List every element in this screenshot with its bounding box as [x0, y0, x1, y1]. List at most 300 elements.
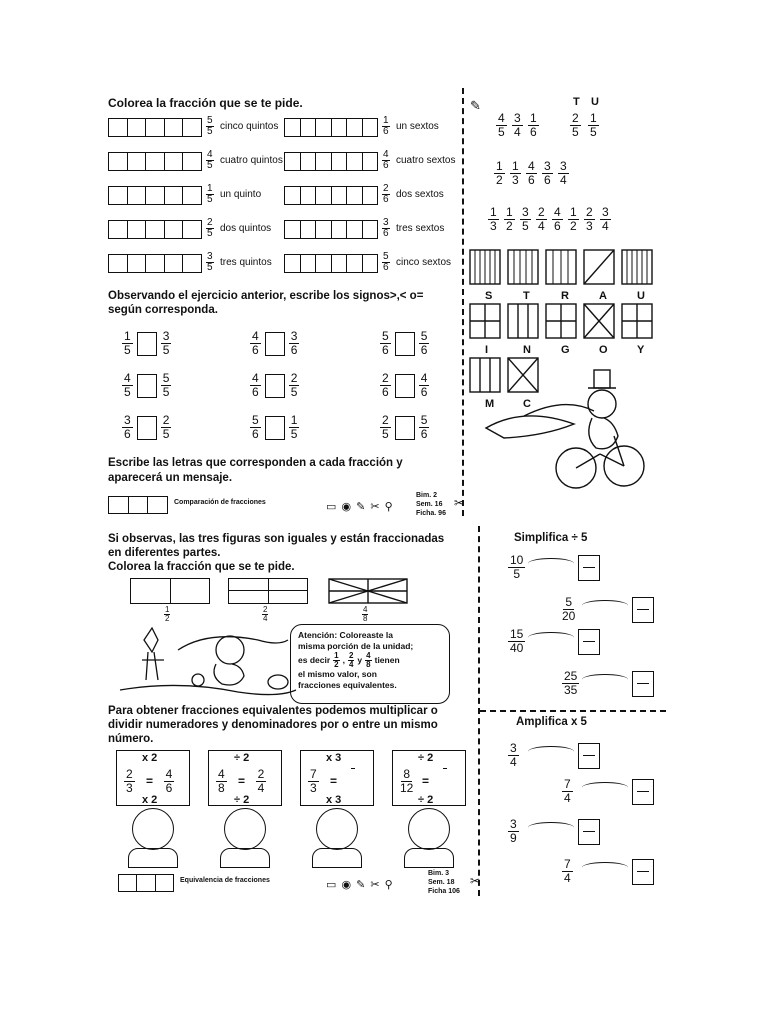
message-frac-row1-1-num: 4 [498, 111, 505, 125]
footer-ficha-top: Ficha. 96 [416, 510, 446, 517]
simplify-frac-3 [508, 628, 525, 655]
example-op-top-3: x 3 [326, 752, 342, 764]
comparison-answer-box[interactable] [265, 332, 285, 356]
example-right-frac-3 [346, 768, 360, 769]
strip-cell[interactable] [316, 187, 332, 204]
strip-cell[interactable] [128, 119, 147, 136]
letter-row1-4: A [599, 290, 607, 302]
strip-frac-right_items-3 [382, 184, 390, 205]
amplify-frac-1-den: 4 [510, 755, 517, 769]
cmp-right-frac [419, 414, 430, 441]
child-body-3 [312, 848, 362, 868]
example-left-frac-2 [216, 768, 227, 795]
cmp-right-frac-den: 5 [162, 427, 170, 441]
amplify-frac-2 [562, 778, 573, 805]
example-right-frac-2-den: 4 [257, 781, 265, 795]
simplify-arrow-1 [528, 558, 574, 569]
footer-ficha-bottom: Ficha 106 [428, 888, 460, 895]
amplify-frac-1-num: 3 [510, 741, 517, 755]
head-letter-t: T [573, 96, 580, 108]
message-frac-row1-5-den: 5 [590, 125, 597, 139]
example-left-frac-2-num: 4 [218, 767, 225, 781]
strip-cell[interactable] [285, 187, 301, 204]
strip-cell[interactable] [183, 153, 201, 170]
message-frac-row3-7 [584, 206, 595, 233]
message-frac-row2-1-den: 2 [496, 173, 503, 187]
letter-row1-5: U [637, 290, 645, 302]
strip-cell[interactable] [316, 221, 332, 238]
strip-frac-right_items-3-num: 2 [383, 183, 389, 194]
footer-label-top: Comparación de fracciones [174, 499, 266, 506]
strip-cell[interactable] [109, 187, 128, 204]
strip-label-left_items-4: dos quintos [220, 223, 272, 234]
strip-cell[interactable] [363, 153, 378, 170]
cmp-left-frac [380, 372, 391, 399]
strip-cell[interactable] [165, 255, 184, 272]
figure-label-3-den: 8 [363, 614, 368, 623]
message-frac-row3-6-num: 1 [570, 205, 577, 219]
strip-frac-right_items-4-num: 3 [383, 217, 389, 228]
bubble-es-decir: es decir [298, 655, 331, 665]
cmp-left-frac [380, 330, 391, 357]
cmp-left-frac-num: 4 [252, 329, 259, 343]
strip-cell[interactable] [109, 153, 128, 170]
example-op-top-4: ÷ 2 [418, 752, 434, 764]
strip-label-right_items-5: cinco sextos [396, 257, 452, 268]
message-frac-row3-3-den: 5 [522, 219, 529, 233]
simplify-frac-3-num: 15 [510, 627, 524, 641]
message-title-2: aparecerá un mensaje. [108, 472, 233, 484]
strip-right_items-2[interactable] [284, 152, 378, 171]
strip-frac-left_items-5-num: 3 [207, 251, 213, 262]
strip-cell[interactable] [347, 255, 363, 272]
strip-frac-left_items-5 [206, 252, 214, 273]
simplify-answer-box-1[interactable] [578, 555, 600, 581]
head-letter-u: U [591, 96, 599, 108]
letter-row1-3: R [561, 290, 569, 302]
strip-cell[interactable] [128, 255, 147, 272]
letter-row2-3: G [561, 344, 570, 356]
message-frac-row2-3-num: 4 [528, 159, 535, 173]
message-frac-row3-3 [520, 206, 531, 233]
comparison-answer-box[interactable] [137, 416, 157, 440]
footer-label-bottom: Equivalencia de fracciones [180, 877, 270, 884]
strip-cell[interactable] [363, 221, 378, 238]
message-frac-row1-2 [512, 112, 523, 139]
strip-right_items-4[interactable] [284, 220, 378, 239]
cmp-left-frac-den: 6 [252, 385, 259, 399]
cmp-left-frac [380, 414, 391, 441]
strip-cell[interactable] [347, 119, 363, 136]
strip-cell[interactable] [146, 187, 165, 204]
amplify-answer-box-1[interactable] [578, 743, 600, 769]
figure-halves [130, 578, 210, 604]
message-frac-row2-3 [526, 160, 537, 187]
cmp-right-frac [419, 330, 430, 357]
cmp-left-frac [250, 414, 261, 441]
cmp-right-frac-den: 5 [162, 343, 170, 357]
message-frac-row1-2-den: 4 [514, 125, 521, 139]
cmp-right-frac [289, 372, 300, 399]
intro-line-2: en diferentes partes. [108, 547, 221, 559]
strip-frac-left_items-1 [206, 116, 214, 137]
message-frac-row3-5-den: 6 [554, 219, 561, 233]
example-left-frac-3-den: 3 [310, 781, 317, 795]
message-frac-row2-3-den: 6 [528, 173, 535, 187]
compare-title-2: según corresponda. [108, 304, 218, 316]
message-frac-row3-5 [552, 206, 563, 233]
cmp-right-frac-num: 1 [290, 413, 298, 427]
rule-line-2: dividir numeradores y denominadores por o entre un mismo [108, 719, 438, 731]
letter-row3-1: M [485, 398, 495, 410]
message-frac-row1-1-den: 5 [498, 125, 505, 139]
strip-frac-left_items-1-num: 5 [207, 115, 213, 126]
example-equals-2: = [238, 774, 246, 788]
strip-cell[interactable] [301, 187, 317, 204]
strip-frac-right_items-1-num: 1 [383, 115, 389, 126]
amplify-answer-box-3[interactable] [578, 819, 600, 845]
message-frac-row3-4 [536, 206, 547, 233]
message-frac-row3-1-num: 1 [490, 205, 497, 219]
strip-cell[interactable] [146, 221, 165, 238]
example-left-frac-4-den: 12 [400, 781, 414, 795]
strip-cell[interactable] [301, 153, 317, 170]
amplify-answer-box-4[interactable] [632, 859, 654, 885]
bubble-frac-2: $\frac{2}{4}$ [348, 651, 354, 669]
strip-label-left_items-1: cinco quintos [220, 121, 279, 132]
letter-row2-4: O [599, 344, 608, 356]
strip-left_items-2[interactable] [108, 152, 202, 171]
cmp-left-frac [122, 372, 133, 399]
cmp-right-frac-num: 2 [162, 413, 170, 427]
strip-cell[interactable] [332, 255, 348, 272]
example-left-frac-1 [124, 768, 135, 795]
footer-bim-top: Bim. 2 [416, 492, 438, 499]
cmp-right-frac [289, 330, 300, 357]
scissors-icon-bottom: ✂ [470, 874, 481, 888]
strip-cell[interactable] [146, 153, 165, 170]
strip-cell[interactable] [146, 119, 165, 136]
figure-label-1-num: 1 [165, 605, 170, 614]
strip-cell[interactable] [332, 153, 348, 170]
strip-frac-right_items-5 [382, 252, 390, 273]
simplify-frac-4-den: 35 [564, 683, 578, 697]
amplify-frac-1 [508, 742, 519, 769]
strip-frac-left_items-4-den: 5 [207, 228, 213, 239]
footer-icons-bottom [118, 874, 174, 892]
message-frac-row3-1-den: 3 [490, 219, 497, 233]
strip-cell[interactable] [165, 221, 184, 238]
animals-illustration [118, 610, 298, 702]
strip-left_items-3[interactable] [108, 186, 202, 205]
comparison-answer-box[interactable] [395, 416, 415, 440]
example-right-frac-2-num: 2 [257, 767, 265, 781]
example-op-top-2: ÷ 2 [234, 752, 250, 764]
bubble-line-4: el mismo valor, son [298, 669, 377, 679]
message-frac-row3-1 [488, 206, 499, 233]
message-frac-row3-7-num: 2 [586, 205, 593, 219]
comparison-answer-box[interactable] [265, 374, 285, 398]
comparison-2 [250, 330, 299, 357]
message-frac-row3-4-num: 2 [538, 205, 545, 219]
strip-cell[interactable] [285, 255, 301, 272]
cmp-left-frac [122, 414, 133, 441]
cmp-right-frac-num: 5 [420, 413, 428, 427]
strip-label-right_items-2: cuatro sextos [396, 155, 456, 166]
cmp-left-frac [250, 330, 261, 357]
bubble-line-5: fracciones equivalentes. [298, 680, 397, 690]
amplify-arrow-4 [582, 862, 628, 873]
footer-tool-icons-bottom: ▭ ◉ ✎ ✂ ⚲ [326, 879, 394, 891]
strip-frac-right_items-1 [382, 116, 390, 137]
footer-sem-top: Sem. 16 [416, 501, 443, 508]
comparison-answer-box[interactable] [395, 332, 415, 356]
footer-bim-bottom: Bim. 3 [428, 870, 450, 877]
cmp-left-frac-den: 6 [124, 427, 131, 441]
footer-icons [108, 496, 168, 514]
amplify-answer-box-2[interactable] [632, 779, 654, 805]
strip-left_items-5[interactable] [108, 254, 202, 273]
message-frac-row2-2-num: 1 [512, 159, 519, 173]
example-right-frac-4 [438, 768, 452, 769]
message-frac-row2-4-den: 6 [544, 173, 551, 187]
strip-label-left_items-5: tres quintos [220, 257, 272, 268]
figure-quarters [228, 578, 308, 604]
cmp-left-frac-num: 1 [124, 329, 131, 343]
example-left-frac-1-num: 2 [126, 767, 133, 781]
figure-eighths [328, 578, 410, 606]
strip-frac-left_items-2-den: 5 [207, 160, 213, 171]
child-face-1 [132, 808, 174, 850]
letter-row1-2: T [523, 290, 530, 302]
example-left-frac-4 [400, 768, 413, 795]
cmp-right-frac-den: 5 [162, 385, 170, 399]
strip-cell[interactable] [347, 153, 363, 170]
strip-cell[interactable] [285, 119, 301, 136]
scissors-icon: ✂ [454, 496, 465, 510]
strip-cell[interactable] [146, 255, 165, 272]
strip-cell[interactable] [183, 119, 201, 136]
strip-frac-right_items-2 [382, 150, 390, 171]
strip-cell[interactable] [363, 119, 378, 136]
cmp-right-frac-num: 3 [162, 329, 170, 343]
message-frac-row3-8-num: 3 [602, 205, 609, 219]
strip-frac-left_items-1-den: 5 [207, 126, 213, 137]
intro-line-1: Si observas, las tres figuras son iguales y están fraccionadas [108, 533, 445, 545]
strip-cell[interactable] [316, 153, 332, 170]
amplify-frac-4-den: 4 [564, 871, 571, 885]
strip-frac-left_items-3-den: 5 [207, 194, 213, 205]
cmp-right-frac-den: 6 [420, 385, 428, 399]
bubble-line-1: Atención: Coloreaste la [298, 630, 393, 640]
simplify-arrow-4 [582, 674, 628, 685]
strip-label-right_items-3: dos sextos [396, 189, 444, 200]
cmp-left-frac-num: 5 [252, 413, 259, 427]
strip-cell[interactable] [109, 255, 128, 272]
strip-cell[interactable] [128, 153, 147, 170]
letter-row2-1: I [485, 344, 489, 356]
simplify-frac-2 [562, 596, 575, 623]
strip-right_items-1[interactable] [284, 118, 378, 137]
strip-cell[interactable] [109, 221, 128, 238]
figure-label-2-num: 2 [263, 605, 268, 614]
example-right-frac-1 [162, 768, 176, 795]
letter-row2-5: Y [637, 344, 645, 356]
comparison-1 [122, 330, 171, 357]
message-frac-row3-6 [568, 206, 579, 233]
amplify-frac-2-num: 7 [564, 777, 571, 791]
message-frac-row3-8-den: 4 [602, 219, 609, 233]
strip-cell[interactable] [363, 187, 378, 204]
strip-cell[interactable] [316, 255, 332, 272]
footer-tool-icons: ▭ ◉ ✎ ✂ ⚲ [326, 501, 394, 513]
strip-cell[interactable] [285, 221, 301, 238]
strip-frac-right_items-4-den: 6 [383, 228, 389, 239]
strip-cell[interactable] [128, 221, 147, 238]
comparison-answer-box[interactable] [265, 416, 285, 440]
simplify-arrow-3 [528, 632, 574, 643]
strip-cell[interactable] [347, 187, 363, 204]
strip-right_items-3[interactable] [284, 186, 378, 205]
example-op-top-1: x 2 [142, 752, 158, 764]
cmp-left-frac-den: 6 [252, 343, 259, 357]
message-frac-row2-4 [542, 160, 553, 187]
strip-cell[interactable] [165, 119, 184, 136]
cmp-left-frac-den: 6 [382, 343, 389, 357]
strip-cell[interactable] [183, 221, 201, 238]
comparison-answer-box[interactable] [137, 374, 157, 398]
cmp-right-frac-num: 2 [290, 371, 298, 385]
strip-cell[interactable] [301, 255, 317, 272]
strip-cell[interactable] [332, 119, 348, 136]
message-frac-row1-4 [570, 112, 581, 139]
simplify-frac-2-num: 5 [565, 595, 573, 609]
message-frac-row2-2-den: 3 [512, 173, 519, 187]
letter-row2-2: N [523, 344, 531, 356]
bubble-line-3: es decir $\frac{1}{2}$ , $\frac{2}{4}$ y $\frac{4}{8}$ tienen [298, 651, 400, 669]
amplify-frac-4-num: 7 [564, 857, 571, 871]
message-frac-row1-5 [588, 112, 599, 139]
comparison-answer-box[interactable] [137, 332, 157, 356]
strip-cell[interactable] [332, 221, 348, 238]
cmp-right-frac-num: 5 [162, 371, 170, 385]
message-frac-row2-5-den: 4 [560, 173, 567, 187]
example-left-frac-4-num: 8 [403, 767, 411, 781]
message-frac-row1-4-den: 5 [572, 125, 579, 139]
strip-frac-right_items-5-den: 6 [383, 262, 389, 273]
message-frac-row3-6-den: 2 [570, 219, 577, 233]
strip-frac-left_items-3 [206, 184, 214, 205]
message-frac-row2-1-num: 1 [496, 159, 503, 173]
simplify-answer-box-2[interactable] [632, 597, 654, 623]
cmp-right-frac [161, 330, 172, 357]
cyclist-illustration [484, 366, 660, 496]
message-frac-row3-7-den: 3 [586, 219, 593, 233]
message-frac-row3-2 [504, 206, 515, 233]
message-frac-row2-2 [510, 160, 521, 187]
bubble-line-2: misma porción de la unidad; [298, 641, 414, 651]
message-frac-row1-1 [496, 112, 507, 139]
footer-sem-bottom: Sem. 18 [428, 879, 455, 886]
cmp-right-frac-num: 4 [420, 371, 428, 385]
cmp-right-frac-den: 6 [290, 343, 298, 357]
example-left-frac-3-num: 7 [310, 767, 317, 781]
pencil-icon: ✎ [470, 98, 481, 113]
comparison-answer-box[interactable] [395, 374, 415, 398]
strip-frac-left_items-5-den: 5 [207, 262, 213, 273]
simplify-frac-4-num: 25 [564, 669, 578, 683]
simplify-frac-4 [562, 670, 579, 697]
message-frac-row2-5-num: 3 [560, 159, 567, 173]
strip-cell[interactable] [332, 187, 348, 204]
strip-frac-right_items-2-den: 6 [383, 160, 389, 171]
strip-cell[interactable] [285, 153, 301, 170]
cmp-right-frac-den: 5 [290, 427, 298, 441]
strip-frac-right_items-5-num: 5 [383, 251, 389, 262]
strip-frac-left_items-3-num: 1 [207, 183, 213, 194]
bubble-tienen: tienen [374, 655, 400, 665]
strip-cell[interactable] [183, 187, 201, 204]
comparison-9 [380, 414, 429, 441]
bubble-frac-3: $\frac{4}{8}$ [366, 651, 371, 669]
message-frac-row3-2-num: 1 [506, 205, 513, 219]
strip-frac-left_items-2-num: 4 [207, 149, 213, 160]
bubble-frac-1: $\frac{1}{2}$ [334, 651, 339, 669]
child-body-1 [128, 848, 178, 868]
strip-frac-right_items-3-den: 6 [383, 194, 389, 205]
cmp-left-frac-den: 6 [382, 385, 389, 399]
strip-cell[interactable] [347, 221, 363, 238]
strip-cell[interactable] [183, 255, 201, 272]
amplify-arrow-2 [582, 782, 628, 793]
simplify-title: Simplifica ÷ 5 [514, 532, 588, 544]
coloring-title: Colorea la fracción que se te pide. [108, 96, 303, 110]
rule-line-1: Para obtener fracciones equivalentes podemos multiplicar o [108, 705, 438, 717]
example-left-frac-3 [308, 768, 319, 795]
amplify-arrow-1 [528, 746, 574, 757]
strip-label-right_items-1: un sextos [396, 121, 439, 132]
strip-cell[interactable] [128, 187, 147, 204]
example-op-bottom-3: x 3 [326, 794, 342, 806]
comparison-8 [250, 414, 299, 441]
strip-cell[interactable] [301, 221, 317, 238]
strip-label-left_items-2: cuatro quintos [220, 155, 283, 166]
strip-cell[interactable] [165, 187, 184, 204]
strip-cell[interactable] [363, 255, 378, 272]
strip-left_items-1[interactable] [108, 118, 202, 137]
strip-left_items-4[interactable] [108, 220, 202, 239]
strip-right_items-5[interactable] [284, 254, 378, 273]
simplify-arrow-2 [582, 600, 628, 611]
simplify-answer-box-3[interactable] [578, 629, 600, 655]
simplify-frac-1-num: 10 [510, 553, 524, 567]
comparison-7 [122, 414, 171, 441]
strip-label-left_items-3: un quinto [220, 189, 262, 200]
strip-cell[interactable] [165, 153, 184, 170]
message-frac-row3-8 [600, 206, 611, 233]
cmp-right-frac-num: 5 [420, 329, 428, 343]
strip-cell[interactable] [316, 119, 332, 136]
message-frac-row3-4-den: 4 [538, 219, 545, 233]
message-frac-row2-5 [558, 160, 569, 187]
comparison-6 [380, 372, 429, 399]
strip-cell[interactable] [301, 119, 317, 136]
child-face-2 [224, 808, 266, 850]
simplify-answer-box-4[interactable] [632, 671, 654, 697]
cmp-right-frac [161, 372, 172, 399]
simplify-frac-3-den: 40 [510, 641, 524, 655]
strip-cell[interactable] [109, 119, 128, 136]
